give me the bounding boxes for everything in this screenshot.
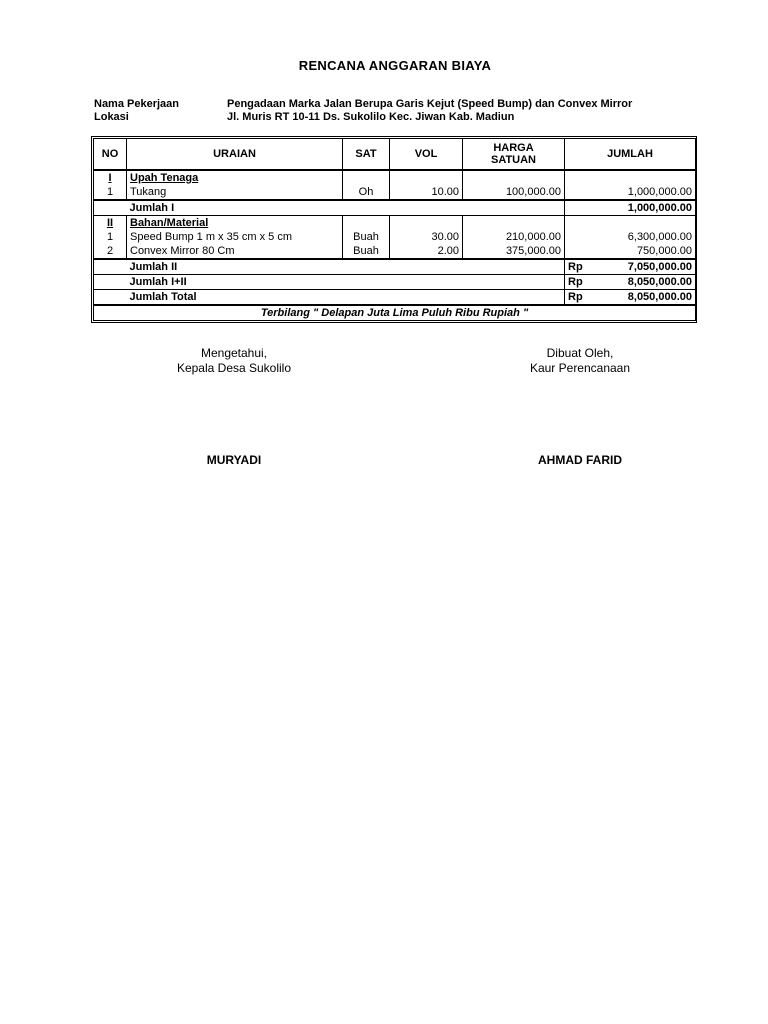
row-sat: Oh: [343, 185, 390, 200]
subtotal-row: [94, 275, 696, 290]
header-harga-line2: SATUAN: [490, 154, 536, 166]
row-harga: 210,000.00: [463, 230, 565, 244]
subtotal-cell: [565, 275, 696, 290]
job-name-label: Nama Pekerjaan: [94, 98, 179, 110]
signature-left-line2: Kepala Desa Sukolilo: [176, 361, 292, 375]
currency-label: Rp: [568, 276, 583, 288]
total-cell: [565, 290, 696, 306]
row-harga: 100,000.00: [463, 185, 565, 200]
signature-left: [104, 346, 364, 467]
signature-left-name: MURYADI: [206, 453, 262, 467]
total-row: [94, 290, 696, 306]
header-jumlah: JUMLAH: [565, 139, 696, 171]
section-number: II: [94, 216, 127, 231]
document-title: RENCANA ANGGARAN BIAYA: [298, 58, 492, 73]
signature-right-line1: Dibuat Oleh,: [546, 346, 614, 360]
row-sat: Buah: [343, 244, 390, 259]
signature-right: [450, 346, 710, 467]
row-vol: 30.00: [390, 230, 463, 244]
subtotal-row: [94, 259, 696, 275]
table-row: [94, 230, 696, 244]
row-uraian: Speed Bump 1 m x 35 cm x 5 cm: [127, 230, 343, 244]
row-no: 2: [94, 244, 127, 259]
job-name-value: Pengadaan Marka Jalan Berupa Garis Kejut (Speed Bump) dan Convex Mirror: [227, 98, 633, 110]
section-number: I: [94, 170, 127, 185]
row-uraian: Convex Mirror 80 Cm: [127, 244, 343, 259]
row-sat: Buah: [343, 230, 390, 244]
terbilang-text: Terbilang " Delapan Juta Lima Puluh Ribu Rupiah ": [94, 305, 696, 321]
currency-label: Rp: [568, 291, 583, 303]
location-label: Lokasi: [94, 111, 129, 123]
row-no: 1: [94, 230, 127, 244]
signature-left-line1: Mengetahui,: [200, 346, 268, 360]
header-uraian: URAIAN: [127, 139, 343, 171]
section-row: [94, 170, 696, 185]
row-jumlah: 6,300,000.00: [565, 230, 696, 244]
subtotal-label: Jumlah II: [127, 259, 565, 275]
subtotal-label: Jumlah I: [127, 200, 565, 216]
table-header-row: [94, 139, 696, 171]
budget-table-frame: [91, 136, 697, 323]
table-row: [94, 185, 696, 200]
header-vol: VOL: [390, 139, 463, 171]
total-label: Jumlah Total: [127, 290, 565, 306]
subtotal-label: Jumlah I+II: [127, 275, 565, 290]
row-vol: 2.00: [390, 244, 463, 259]
location-value: Jl. Muris RT 10-11 Ds. Sukolilo Kec. Jiwan Kab. Madiun: [227, 111, 515, 123]
terbilang-row: [94, 305, 696, 321]
subtotal-value: 1,000,000.00: [565, 200, 696, 216]
signature-right-name: AHMAD FARID: [538, 453, 622, 467]
table-row: [94, 244, 696, 259]
row-harga: 375,000.00: [463, 244, 565, 259]
budget-table: [93, 138, 696, 321]
header-harga-satuan: [463, 139, 565, 171]
total-value: 8,050,000.00: [627, 291, 692, 303]
section-title: Bahan/Material: [127, 216, 343, 231]
row-no: 1: [94, 185, 127, 200]
subtotal-row: [94, 200, 696, 216]
subtotal-value: 7,050,000.00: [627, 261, 692, 273]
header-harga-line1: HARGA: [493, 142, 534, 154]
subtotal-cell: [565, 259, 696, 275]
row-uraian: Tukang: [127, 185, 343, 200]
header-no: NO: [94, 139, 127, 171]
subtotal-value: 8,050,000.00: [627, 276, 692, 288]
row-jumlah: 750,000.00: [565, 244, 696, 259]
section-title: Upah Tenaga: [127, 170, 343, 185]
signature-right-line2: Kaur Perencanaan: [529, 361, 631, 375]
section-row: [94, 216, 696, 231]
row-vol: 10.00: [390, 185, 463, 200]
header-sat: SAT: [343, 139, 390, 171]
currency-label: Rp: [568, 261, 583, 273]
row-jumlah: 1,000,000.00: [565, 185, 696, 200]
